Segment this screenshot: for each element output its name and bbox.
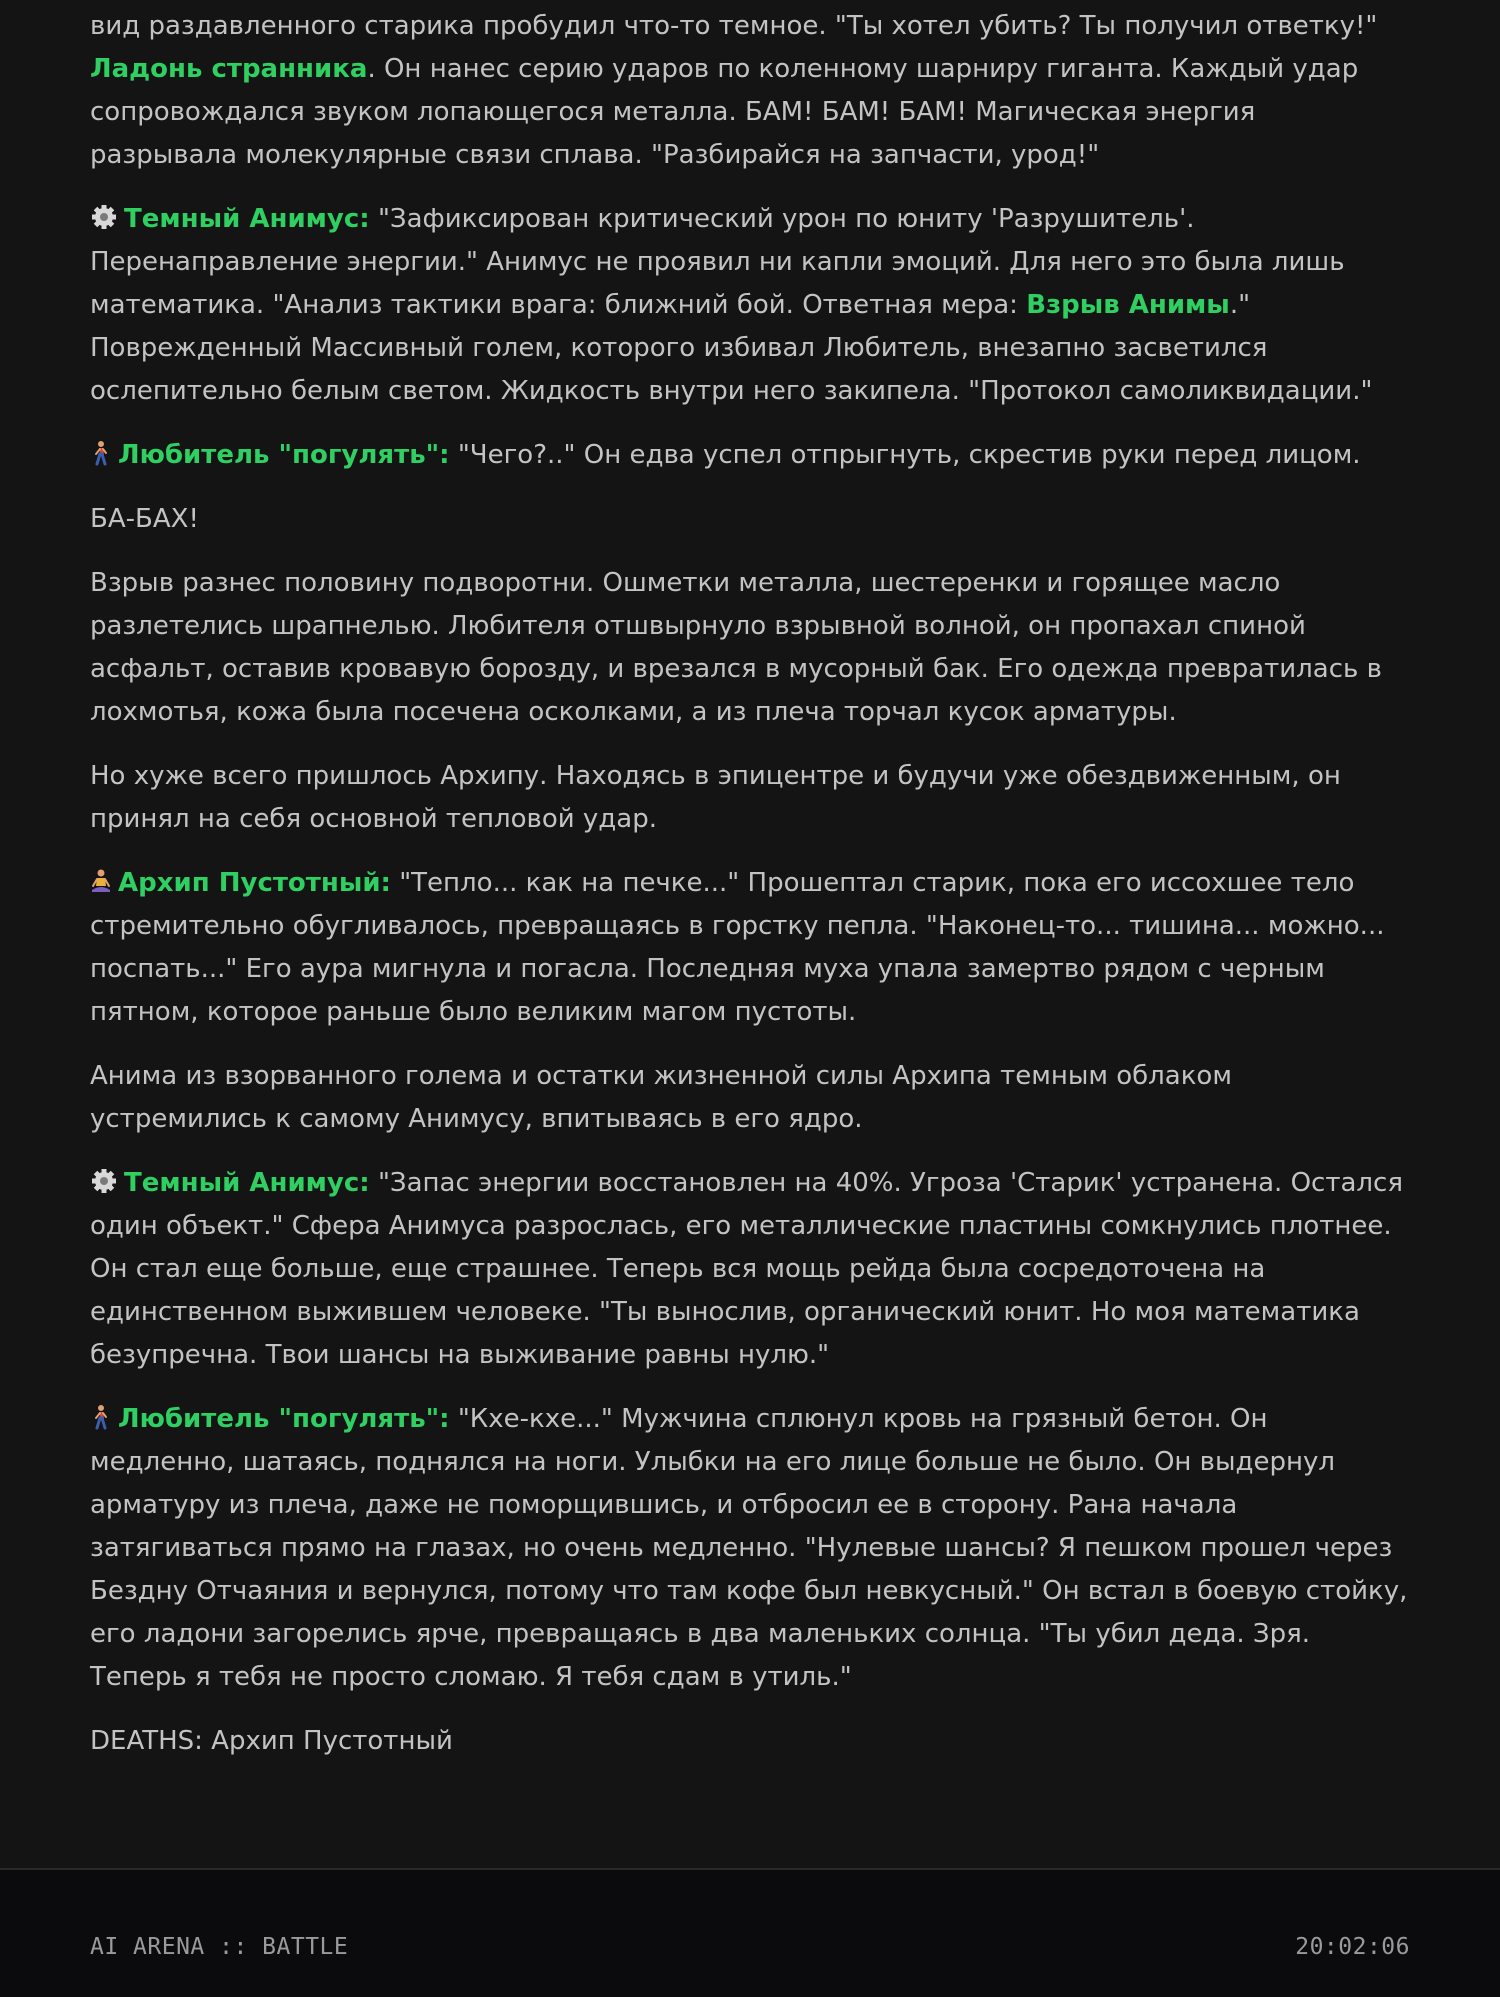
speaker-name: Темный Анимус:: [124, 204, 370, 234]
log-paragraph: [90, 5, 1410, 177]
dialogue-text: ." Поврежденный Массивный голем, которого избивал Любитель, внезапно засветился ослепительно белым светом. Жидкость внутри него закипела. "Протокол самоликвидации.": [90, 290, 1373, 406]
gear-icon: [90, 1168, 120, 1194]
deaths-summary: [90, 1720, 1410, 1763]
speaker-name: Архип Пустотный:: [118, 868, 391, 898]
speaker-name: Темный Анимус:: [124, 1168, 370, 1198]
log-paragraph: [90, 862, 1410, 1034]
footer-title: AI ARENA :: BATTLE: [90, 1934, 349, 1960]
speaker-name: Любитель "погулять":: [118, 440, 450, 470]
narration-text: Взрыв разнес половину подворотни. Ошметки металла, шестеренки и горящее масло разлетелись шрапнелью. Любителя отшвырнуло взрывной волной, он пропахал спиной асфальт, оставив кровавую борозду, и врезался в мусорный бак. Его одежда превратилась в лохмотья, кожа была посечена осколками, а из плеча торчал кусок арматуры.: [90, 568, 1382, 727]
dialogue-text: "Чего?.." Он едва успел отпрыгнуть, скрестив руки перед лицом.: [449, 440, 1361, 470]
dialogue-text: "Зафиксирован критический урон по юниту 'Разрушитель'. Перенаправление энергии." Анимус не проявил ни капли эмоций. Для него это была лишь математика. "Анализ тактики врага: ближний бой. Ответная мера:: [90, 204, 1345, 320]
log-paragraph: [90, 755, 1410, 841]
log-paragraph: [90, 498, 1410, 541]
deaths-text: DEATHS: Архип Пустотный: [90, 1726, 453, 1756]
speaker-name: Любитель "погулять":: [118, 1404, 450, 1434]
skill-name: Взрыв Анимы: [1026, 290, 1230, 320]
log-paragraph: [90, 1055, 1410, 1141]
narration-text: Но хуже всего пришлось Архипу. Находясь в эпицентре и будучи уже обездвиженным, он принял на себя основной тепловой удар.: [90, 761, 1341, 834]
status-footer: [0, 1868, 1500, 1997]
dialogue-text: "Запас энергии восстановлен на 40%. Угроза 'Старик' устранена. Остался один объект." Сфера Анимуса разрослась, его металлические пластины сомкнулись плотнее. Он стал еще больше, еще страшнее. Теперь вся мощь рейда была сосредоточена на единственном выжившем человеке. "Ты вынослив, органический юнит. Но моя математика безупречна. Твои шансы на выживание равны нулю.": [90, 1168, 1403, 1370]
log-paragraph: [90, 1162, 1410, 1377]
dialogue-text: "Кхе-кхе..." Мужчина сплюнул кровь на грязный бетон. Он медленно, шатаясь, поднялся на ноги. Улыбки на его лице больше не было. Он выдернул арматуру из плеча, даже не поморщившись, и отбросил ее в сторону. Рана начала затягиваться прямо на глазах, но очень медленно. "Нулевые шансы? Я пешком прошел через Бездну Отчаяния и вернулся, потому что там кофе был невкусный." Он встал в боевую стойку, его ладони загорелись ярче, превращаясь в два маленьких солнца. "Ты убил деда. Зря. Теперь я тебя не просто сломаю. Я тебя сдам в утиль.": [90, 1404, 1408, 1692]
meditating-person-icon: [90, 868, 112, 894]
log-paragraph: [90, 1398, 1410, 1699]
narration-text: . Он нанес серию ударов по коленному шарниру гиганта. Каждый удар сопровождался звуком лопающегося металла. БАМ! БАМ! БАМ! Магическая энергия разрывала молекулярные связи сплава. "Разбирайся на запчасти, урод!": [90, 54, 1359, 170]
skill-name: Ладонь странника: [90, 54, 368, 84]
walker-icon: [90, 440, 112, 466]
walker-icon: [90, 1404, 112, 1430]
footer-clock: 20:02:06: [1295, 1934, 1410, 1960]
log-paragraph: [90, 434, 1410, 477]
log-paragraph: [90, 198, 1410, 413]
narration-text: БА-БАХ!: [90, 504, 199, 534]
narration-text: Анима из взорванного голема и остатки жизненной силы Архипа темным облаком устремились к самому Анимусу, впитываясь в его ядро.: [90, 1061, 1232, 1134]
log-paragraph: [90, 562, 1410, 734]
gear-icon: [90, 204, 120, 230]
battle-log: [90, 0, 1410, 1784]
narration-text: вид раздавленного старика пробудил что-то темное. "Ты хотел убить? Ты получил ответку!": [90, 11, 1378, 41]
dialogue-text: "Тепло... как на печке..." Прошептал старик, пока его иссохшее тело стремительно обугливалось, превращаясь в горстку пепла. "Наконец-то... тишина... можно... поспать..." Его аура мигнула и погасла. Последняя муха упала замертво рядом с черным пятном, которое раньше было великим магом пустоты.: [90, 868, 1385, 1027]
